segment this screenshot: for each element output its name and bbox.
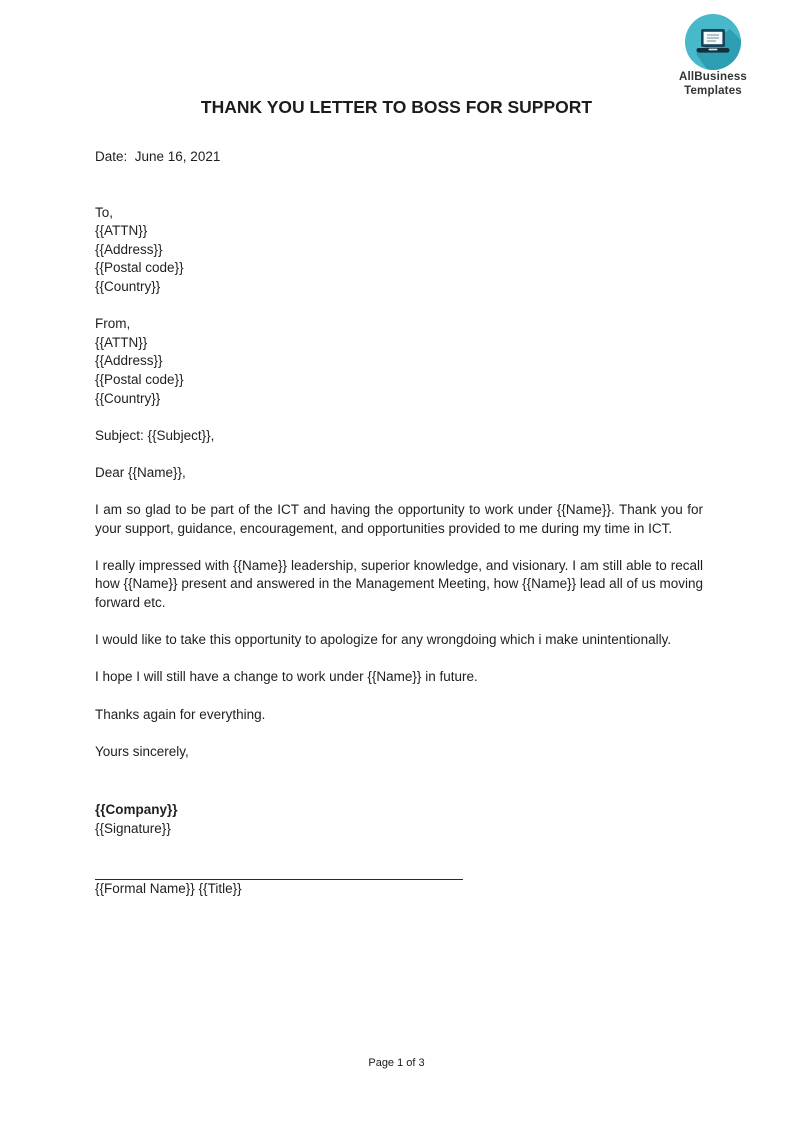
- to-label: To,: [95, 204, 114, 220]
- subject-line: Subject: {{Subject}},: [95, 427, 215, 443]
- to-attn-placeholder: {{ATTN}}: [95, 223, 148, 239]
- formal-name-title-placeholder: {{Formal Name}} {{Title}}: [95, 880, 242, 896]
- to-postal-code-placeholder: {{Postal code}}: [95, 260, 184, 276]
- document-title: THANK YOU LETTER TO BOSS FOR SUPPORT: [200, 97, 593, 117]
- letter-body: [95, 148, 703, 898]
- body-paragraph: I hope I will still have a change to work under {{Name}} in future.: [95, 669, 478, 685]
- signature-placeholder: {{Signature}}: [95, 821, 171, 836]
- allbusiness-templates-logo: [657, 14, 769, 98]
- logo-text-line2: Templates: [684, 84, 742, 97]
- to-country-placeholder: {{Country}}: [95, 278, 161, 294]
- from-label: From,: [95, 316, 131, 332]
- from-country-placeholder: {{Country}}: [95, 390, 161, 406]
- from-address-placeholder: {{Address}}: [95, 353, 163, 369]
- sender-block: [95, 315, 703, 408]
- closing-valediction: Yours sincerely,: [95, 743, 189, 759]
- from-postal-code-placeholder: {{Postal code}}: [95, 371, 184, 387]
- closing-thanks: Thanks again for everything.: [95, 706, 266, 722]
- recipient-block: [95, 204, 703, 297]
- salutation: Dear {{Name}},: [95, 464, 186, 480]
- body-paragraph: I am so glad to be part of the ICT and having the opportunity to work under {{Name}}. Thank you for your support, guidance, encouragement, and opportunities provided to me during my time in ICT.: [95, 502, 703, 536]
- date-line: Date: June 16, 2021: [95, 149, 221, 164]
- to-address-placeholder: {{Address}}: [95, 241, 163, 257]
- logo-text-line1: AllBusiness: [678, 71, 748, 83]
- company-placeholder: {{Company}}: [95, 802, 178, 818]
- from-attn-placeholder: {{ATTN}}: [95, 334, 148, 350]
- body-paragraph: I would like to take this opportunity to apologize for any wrongdoing which i make unintentionally.: [95, 632, 672, 648]
- laptop-logo-icon: [657, 14, 769, 70]
- page-number: Page 1 of 3: [368, 1057, 425, 1069]
- body-paragraph: I really impressed with {{Name}} leadership, superior knowledge, and visionary. I am still able to recall how {{Name}} present and answered in the Management Meeting, how {{Name}} lead all of us moving forward etc.: [95, 557, 703, 611]
